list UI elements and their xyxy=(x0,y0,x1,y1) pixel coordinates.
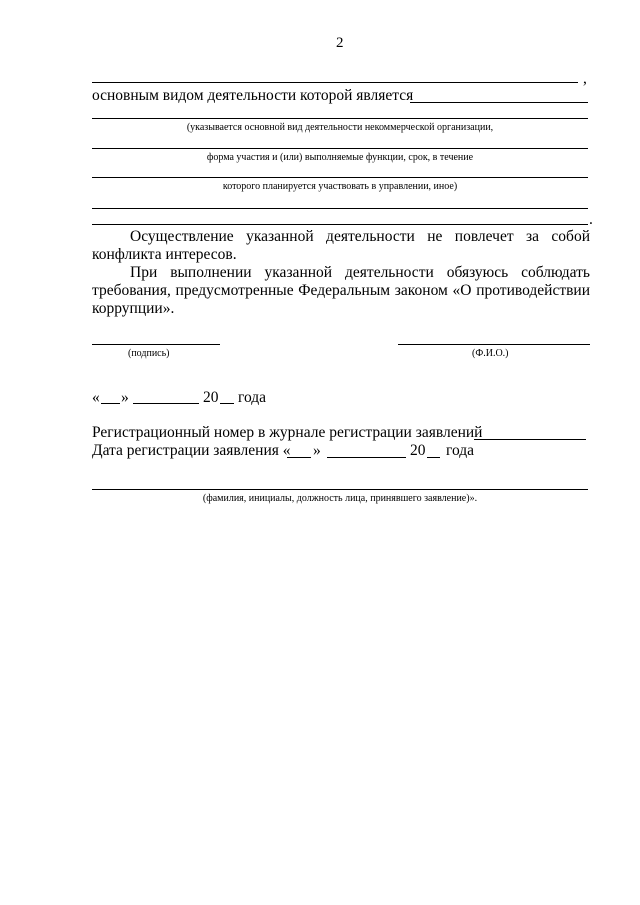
paragraph-conflict-line1: Осуществление указанной деятельности не повлечет за собой xyxy=(130,228,590,245)
main-activity-label: основным видом деятельности которой является xyxy=(92,87,414,104)
blank-line-1 xyxy=(92,118,588,119)
paragraph-obligation-line2: требования, предусмотренные Федеральным законом «О противодействии xyxy=(92,282,590,299)
registration-year-prefix: 20 xyxy=(410,442,426,459)
hint-activity-type: (указывается основной вид деятельности некоммерческой организации, xyxy=(186,122,494,133)
registration-number-label: Регистрационный номер в журнале регистрации заявлений xyxy=(92,424,483,441)
date-day-blank xyxy=(101,403,120,404)
fio-line xyxy=(398,344,590,345)
trailing-comma: , xyxy=(583,70,587,87)
blank-line-3 xyxy=(92,177,588,178)
signature-caption: (подпись) xyxy=(128,348,170,359)
paragraph-obligation-line3: коррупции». xyxy=(92,300,175,317)
registration-month-blank xyxy=(327,457,406,458)
hint-management: которого планируется участвовать в управлении, иное) xyxy=(222,181,458,192)
hint-participation-form: форма участия и (или) выполняемые функции, срок, в течение xyxy=(206,152,474,163)
fio-caption: (Ф.И.О.) xyxy=(472,348,509,359)
date-quote-open: « xyxy=(92,389,100,406)
accepting-officer-caption: (фамилия, инициалы, должность лица, принявшего заявление)». xyxy=(202,493,478,504)
blank-line-5 xyxy=(92,224,588,225)
date-month-blank xyxy=(133,403,199,404)
date-quote-close: » xyxy=(121,389,129,406)
trailing-dot: . xyxy=(589,211,593,228)
accepting-officer-line xyxy=(92,489,588,490)
date-year-suffix: года xyxy=(238,389,267,406)
date-year-prefix: 20 xyxy=(203,389,219,406)
registration-number-blank xyxy=(474,439,586,440)
paragraph-conflict-line2: конфликта интересов. xyxy=(92,246,237,263)
signature-line xyxy=(92,344,220,345)
date-year-blank xyxy=(220,403,234,404)
registration-date-label: Дата регистрации заявления « xyxy=(92,442,291,459)
registration-year-suffix: года xyxy=(446,442,475,459)
blank-line-2 xyxy=(92,148,588,149)
registration-quote-close: » xyxy=(313,442,321,459)
blank-line-4 xyxy=(92,208,588,209)
paragraph-obligation-line1: При выполнении указанной деятельности обязуюсь соблюдать xyxy=(130,264,590,281)
page-number: 2 xyxy=(336,35,344,51)
registration-day-blank xyxy=(287,457,311,458)
registration-year-blank xyxy=(427,457,440,458)
blank-line-main-activity xyxy=(410,102,588,103)
blank-line-organization xyxy=(92,82,578,83)
